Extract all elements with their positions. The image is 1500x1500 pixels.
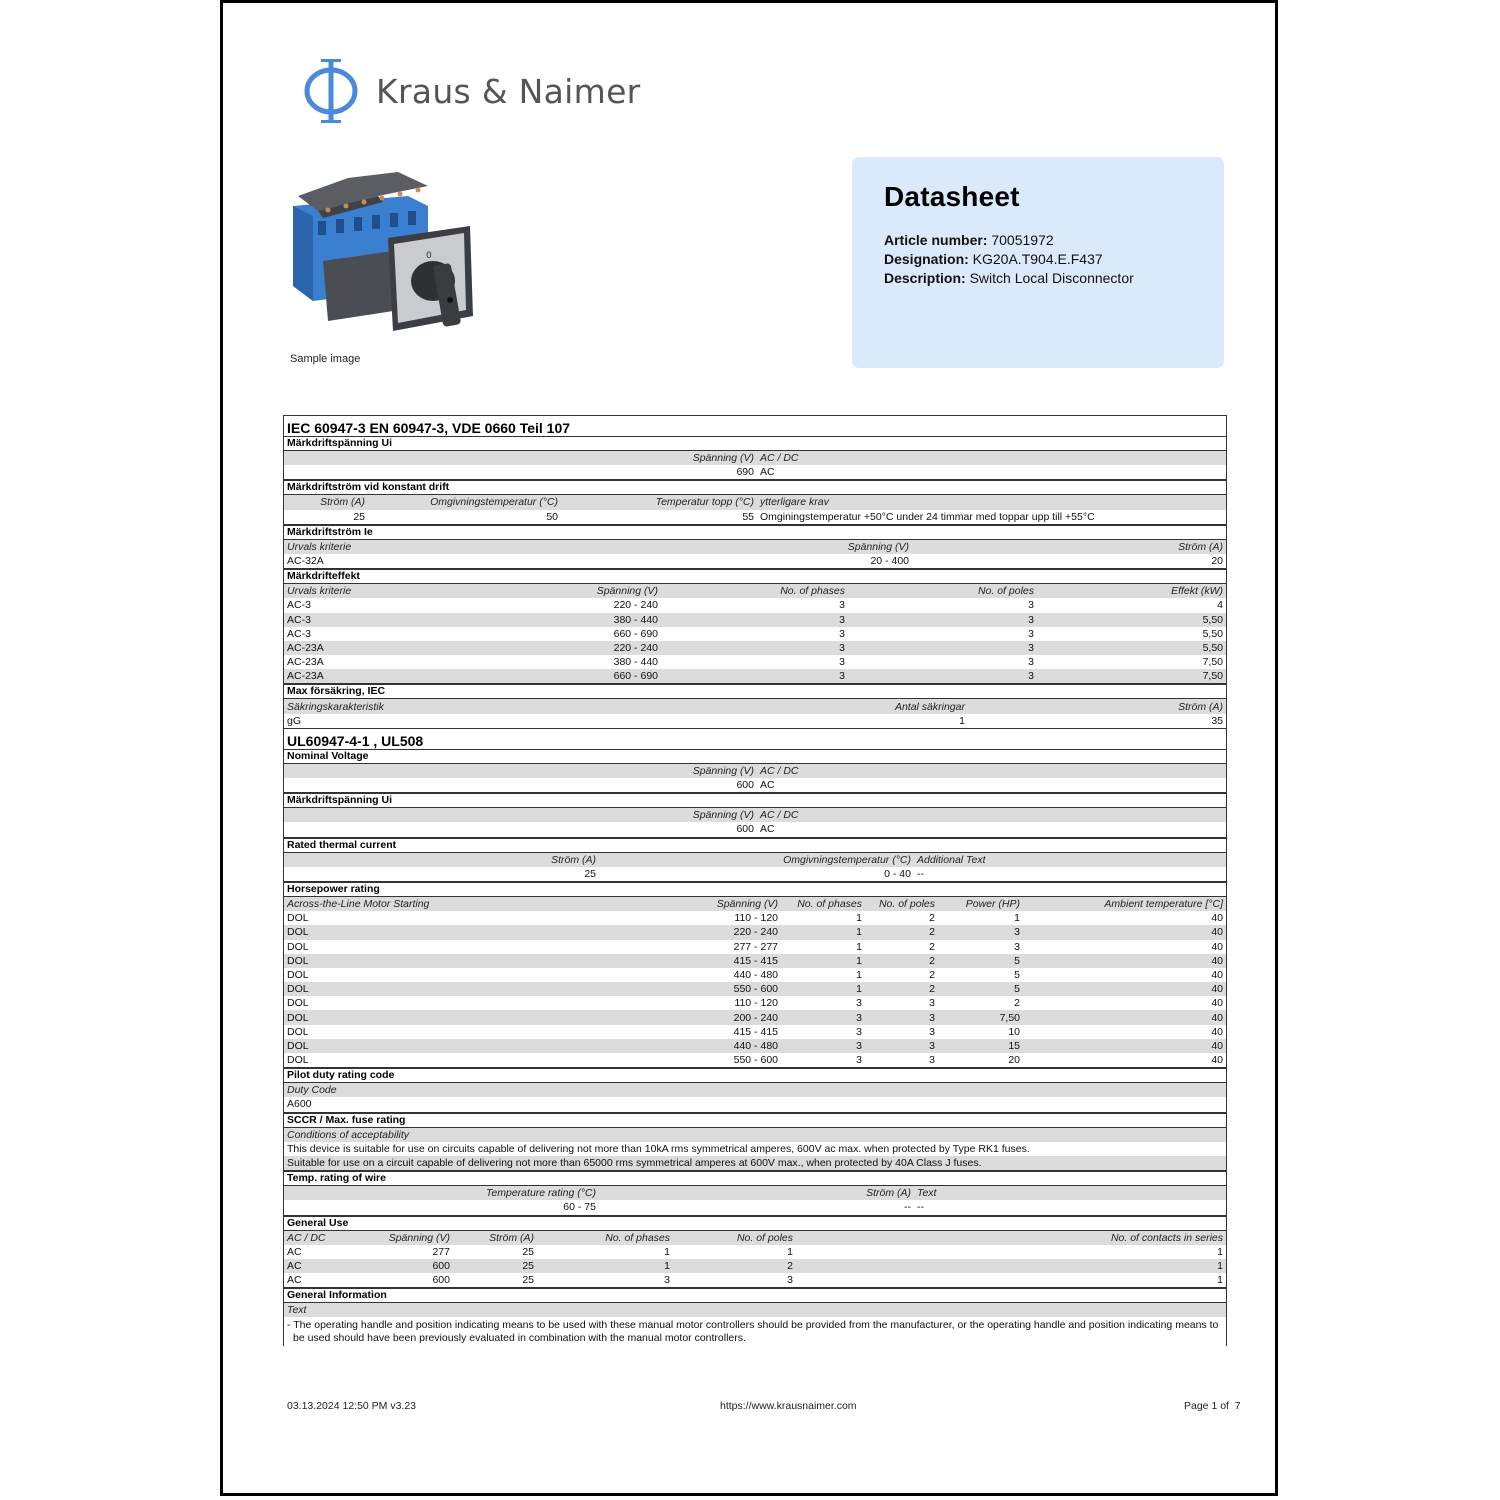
table-row [284,655,1226,669]
table-cell: Additional Text [914,853,1226,867]
table-cell: AC-23A [284,641,474,655]
table-cell: 600 [736,779,754,792]
iec-ie-table [284,540,1226,569]
table-cell: AC-3 [284,613,474,627]
table-cell: 2 [865,954,938,968]
table-cell: DOL [284,954,704,968]
iec-fuse-table [284,699,1226,728]
table-row [284,1025,1226,1039]
table-cell: Spänning (V) [474,584,661,598]
table-row [284,1010,1226,1024]
table-cell: Spänning (V) [284,764,757,778]
table-cell: 3 [848,613,1037,627]
table-cell: 200 - 240 [704,1010,781,1024]
table-row [284,1273,1226,1288]
table-row [284,1053,1226,1068]
table-cell: 2 [1014,997,1020,1010]
table-row [284,996,1226,1010]
table-cell: Duty Code [284,1083,1226,1097]
table-cell: Urvals kriterie [284,584,474,598]
table-cell: No. of phases [537,1231,673,1245]
ul-ui-title: Märkdriftspänning Ui [284,793,1226,808]
iec-power-table [284,584,1226,684]
table-cell: Temperatur topp (°C) [561,495,757,509]
table-cell: 600 [736,823,754,836]
table-cell: 5 [1014,968,1020,981]
table-row [284,925,1226,939]
table-cell: Antal säkringar [584,699,968,713]
table-header [284,853,1226,867]
table-cell: -- [904,1201,911,1214]
table-cell: 3 [787,1274,793,1287]
table-header [284,764,1226,778]
table-row [284,1200,1226,1215]
table-row [284,714,1226,729]
table-cell: 3 [856,997,862,1010]
table-cell: 1 [1217,1245,1223,1258]
table-cell: 2 [929,912,935,925]
ul-pilot-table [284,1083,1226,1112]
table-cell: 25 [584,867,596,880]
table-cell: Spänning (V) [284,808,757,822]
table-cell: 550 - 600 [704,982,781,996]
table-row [284,1142,1226,1156]
table-header [284,897,1226,911]
ul-general-use-title: General Use [284,1216,1226,1231]
table-row [284,1245,1226,1259]
ul-general-info-table [284,1303,1226,1346]
table-cell: 35 [1211,714,1223,727]
table-cell: 220 - 240 [474,641,661,655]
table-cell: AC [284,1259,369,1273]
table-cell: 40 [1211,940,1223,953]
table-cell: 415 - 415 [733,1025,778,1038]
table-cell: 40 [1023,954,1226,968]
table-cell: Ström (A) [284,853,599,867]
table-cell: 0 - 40 [884,867,911,880]
description-value: Switch Local Disconnector [969,270,1134,286]
table-cell: Spänning (V) [704,897,781,911]
table-cell: 1 [1014,912,1020,925]
table-cell: 3 [865,1010,938,1024]
table-cell: Omginingstemperatur +50°C under 24 timmar med toppar upp till +55°C [760,510,1095,523]
table-cell: 25 [453,1259,537,1273]
table-cell: 25 [522,1274,534,1287]
brand-logo [302,57,641,125]
table-row [284,465,1226,480]
table-cell: 3 [664,1274,670,1287]
svg-text:0: 0 [426,251,432,261]
table-row [284,1039,1226,1053]
table-cell: No. of phases [661,584,848,598]
table-cell: 3 [1028,627,1034,640]
table-row [284,778,1226,793]
table-cell: 40 [1023,1039,1226,1053]
table-cell: 277 [432,1245,450,1258]
product-image [288,166,478,341]
footer-url[interactable]: https://www.krausnaimer.com [720,1400,857,1412]
table-cell: 2 [673,1259,796,1273]
table-cell: 5,50 [1037,641,1226,655]
table-cell: DOL [287,968,309,981]
article-number-value: 70051972 [991,232,1054,248]
table-cell: DOL [287,1025,309,1038]
table-row [284,554,1226,569]
table-cell: 1 [856,940,862,953]
table-cell: Urvals kriterie [284,540,584,554]
table-cell: 40 [1023,925,1226,939]
table-cell: 2 [865,982,938,996]
table-header [284,1128,1226,1142]
designation-label: Designation: [884,251,969,267]
table-cell: 40 [1023,1010,1226,1024]
table-cell: 550 - 600 [733,1054,778,1067]
table-cell: 4 [1217,599,1223,612]
ul-general-info-title: General Information [284,1288,1226,1303]
table-cell: 5 [938,982,1023,996]
table-cell: ytterligare krav [757,495,1226,509]
table-cell: DOL [287,997,309,1010]
table-cell: 3 [781,1010,865,1024]
table-cell: 660 - 690 [613,627,658,640]
table-cell: Ström (A) [912,540,1226,554]
ul-general-use-table [284,1231,1226,1289]
phi-logo-icon [302,57,360,125]
table-cell: 3 [856,1054,862,1067]
table-cell: 415 - 415 [704,954,781,968]
table-cell: 1 [959,714,965,727]
ul-sccr-title: SCCR / Max. fuse rating [284,1113,1226,1128]
table-cell: 380 - 440 [474,613,661,627]
table-cell: 2 [929,968,935,981]
table-cell: AC-23A [287,656,324,669]
table-cell: 3 [661,669,848,684]
ul-wire-title: Temp. rating of wire [284,1171,1226,1186]
table-cell: This device is suitable for use on circuits capable of delivering not more than 10kA rms symmetrical amperes, 600V ac max. when protected by Type RK1 fuses. [287,1142,1030,1155]
table-cell: 20 - 400 [870,555,909,568]
table-cell: 3 [929,997,935,1010]
ul-thermal-title: Rated thermal current [284,838,1226,853]
table-cell: DOL [287,1054,309,1067]
ul-pilot-title: Pilot duty rating code [284,1068,1226,1083]
table-cell: 3 [1028,599,1034,612]
table-row [284,940,1226,954]
table-cell: 3 [661,641,848,655]
table-cell: 55 [742,510,754,523]
table-cell: gG [287,714,302,727]
table-row [284,954,1226,968]
table-cell: 1 [787,1245,793,1258]
datasheet-info-box [852,157,1224,368]
ul-ui-table [284,808,1226,837]
table-row [284,613,1226,627]
table-cell: 3 [929,1025,935,1038]
table-cell: 220 - 240 [613,599,658,612]
table-cell: Across-the-Line Motor Starting [284,897,704,911]
table-cell: AC / DC [757,808,1226,822]
table-cell: Effekt (kW) [1037,584,1226,598]
table-header [284,699,1226,713]
table-cell: AC-3 [287,599,311,612]
table-cell: AC / DC [757,764,1226,778]
table-cell: 7,50 [1202,656,1223,669]
table-cell: 2 [865,925,938,939]
table-cell: 1 [781,982,865,996]
table-cell: DOL [284,1039,704,1053]
ul-thermal-table [284,853,1226,882]
table-row [284,1259,1226,1273]
table-row [284,822,1226,837]
table-cell: 1 [781,925,865,939]
table-cell: 3 [839,599,845,612]
iec-ith-title: Märkdriftström vid konstant drift [284,480,1226,495]
table-row [284,1156,1226,1171]
table-cell: 1 [856,968,862,981]
table-cell: 40 [1211,912,1223,925]
table-cell: 7,50 [1037,669,1226,684]
table-cell: 3 [839,627,845,640]
table-cell: AC [760,779,775,792]
table-row [284,669,1226,684]
table-cell: 1 [1217,1274,1223,1287]
table-cell: Spänning (V) [369,1231,453,1245]
table-header [284,1083,1226,1097]
general-info-text: - The operating handle and position indicating means to be used with these manual motor controllers should be provided from the manufacturer, or the operating handle and position indicating means to be used should have been previously evaluated in combination with the manual motor controllers. [287,1319,1219,1344]
table-cell: No. of poles [865,897,938,911]
table-cell: Suitable for use on a circuit capable of delivering not more than 65000 rms symmetrical amperes at 600V max., when protected by 40A Class J fuses. [284,1156,1226,1171]
table-cell: Spänning (V) [284,451,757,465]
table-header [284,1186,1226,1200]
table-cell: Temperature rating (°C) [284,1186,599,1200]
table-header [284,1231,1226,1245]
iec-ith-table [284,495,1226,524]
table-row [284,598,1226,612]
designation [884,250,1192,269]
ul-wire-table [284,1186,1226,1215]
table-cell: 600 [432,1274,450,1287]
table-cell: 40 [1211,968,1223,981]
spec-tables [283,415,1227,1346]
table-cell: 60 - 75 [563,1201,596,1214]
iec-ui-title: Märkdriftspänning Ui [284,437,1226,451]
table-cell: 2 [929,940,935,953]
table-cell: No. of contacts in series [796,1231,1226,1245]
table-cell: Power (HP) [938,897,1023,911]
ul-hp-title: Horsepower rating [284,882,1226,897]
table-cell: 25 [522,1245,534,1258]
datasheet-title: Datasheet [884,181,1020,212]
table-cell: 5 [938,954,1023,968]
table-row [284,968,1226,982]
table-cell: 1 [781,954,865,968]
table-cell: Ström (A) [599,1186,914,1200]
footer-page-number: Page 1 of 7 [1184,1400,1241,1412]
ul-section-title: UL60947-4-1 , UL508 [284,729,1226,750]
table-cell: Ström (A) [453,1231,537,1245]
table-cell: Text [284,1303,1226,1317]
table-cell: 3 [848,669,1037,684]
table-cell: 3 [848,641,1037,655]
table-cell: 15 [938,1039,1023,1053]
table-cell: Säkringskarakteristik [284,699,584,713]
table-cell: DOL [287,912,309,925]
table-cell: AC-3 [287,627,311,640]
table-cell: 40 [1211,1025,1223,1038]
table-cell: -- [917,1201,924,1214]
table-cell: Conditions of acceptability [284,1128,1226,1142]
iec-power-title: Märkdrifteffekt [284,569,1226,584]
table-cell: DOL [287,940,309,953]
table-cell: 440 - 480 [733,968,778,981]
table-cell: AC-32A [287,555,324,568]
table-row [284,867,1226,882]
footer-timestamp: 03.13.2024 12:50 PM v3.23 [287,1400,417,1412]
table-cell: DOL [284,925,704,939]
table-cell: 20 [1008,1054,1020,1067]
table-cell: 1 [856,912,862,925]
table-cell: 25 [353,510,365,523]
table-row [284,911,1226,925]
table-cell: Ambient temperature [°C] [1023,897,1226,911]
table-row [284,510,1226,525]
table-header [284,584,1226,598]
table-row [284,641,1226,655]
table-cell: AC / DC [757,451,1226,465]
table-cell: 690 [736,466,754,479]
table-cell: 220 - 240 [704,925,781,939]
table-cell: AC [287,1245,302,1258]
table-cell: AC [287,1274,302,1287]
table-cell: 1 [664,1245,670,1258]
table-cell: Spänning (V) [584,540,912,554]
switch-illustration-icon [288,166,478,341]
iec-ui-table [284,451,1226,480]
table-cell: 1 [537,1259,673,1273]
table-cell: No. of phases [781,897,865,911]
description [884,269,1192,288]
table-header [284,808,1226,822]
table-cell: 380 - 440 [613,656,658,669]
table-cell: 5,50 [1037,613,1226,627]
ul-nominal-title: Nominal Voltage [284,750,1226,764]
table-cell: 3 [781,1039,865,1053]
table-cell: 20 [1211,555,1223,568]
image-caption: Sample image [290,353,361,365]
table-cell: AC-23A [284,669,474,684]
table-cell: 5,50 [1202,627,1223,640]
table-cell: No. of poles [673,1231,796,1245]
brand-name: Kraus & Naimer [376,71,641,111]
table-cell: 3 [661,613,848,627]
table-header [284,495,1226,509]
ul-nominal-table [284,764,1226,793]
article-number [884,231,1192,250]
table-cell: 600 [369,1259,453,1273]
table-cell: No. of poles [848,584,1037,598]
table-cell: 3 [1014,940,1020,953]
table-cell: 3 [856,1025,862,1038]
table-row [284,627,1226,641]
table-cell: 110 - 120 [734,997,778,1010]
table-header [284,451,1226,465]
table-cell: AC / DC [284,1231,369,1245]
table-cell: A600 [287,1098,312,1111]
table-row [284,982,1226,996]
table-cell: 3 [938,925,1023,939]
ul-hp-table [284,897,1226,1068]
table-cell: 660 - 690 [474,669,661,684]
iec-fuse-title: Max försäkring, IEC [284,684,1226,699]
table-cell: 440 - 480 [704,1039,781,1053]
table-cell: DOL [284,982,704,996]
designation-value: KG20A.T904.E.F437 [972,251,1103,267]
table-cell: Omgivningstemperatur (°C) [368,495,561,509]
table-cell: 40 [1211,1054,1223,1067]
table-cell: -- [917,867,924,880]
table-cell: AC [760,466,775,479]
table-cell: 277 - 277 [733,940,778,953]
table-cell: DOL [284,1010,704,1024]
table-header [284,1303,1226,1317]
description-label: Description: [884,270,966,286]
table-cell: 3 [929,1054,935,1067]
table-cell: 10 [1008,1025,1020,1038]
article-number-label: Article number: [884,232,988,248]
table-cell: 1 [796,1259,1226,1273]
table-cell: Omgivningstemperatur (°C) [599,853,914,867]
table-cell: AC [760,823,775,836]
table-cell: 110 - 120 [734,912,778,925]
table-cell: 50 [546,510,558,523]
ul-sccr-table [284,1128,1226,1172]
table-cell: Text [914,1186,1226,1200]
table-cell: 3 [839,656,845,669]
table-cell: 3 [1028,656,1034,669]
table-row [284,1317,1226,1346]
table-cell: 3 [865,1039,938,1053]
iec-ie-title: Märkdriftström Ie [284,525,1226,540]
table-cell: Ström (A) [968,699,1226,713]
table-cell: 40 [1211,997,1223,1010]
table-cell: Ström (A) [284,495,368,509]
table-row [284,1097,1226,1112]
table-cell: 7,50 [938,1010,1023,1024]
table-cell: 40 [1023,982,1226,996]
table-header [284,540,1226,554]
iec-section-title: IEC 60947-3 EN 60947-3, VDE 0660 Teil 107 [284,416,1226,437]
